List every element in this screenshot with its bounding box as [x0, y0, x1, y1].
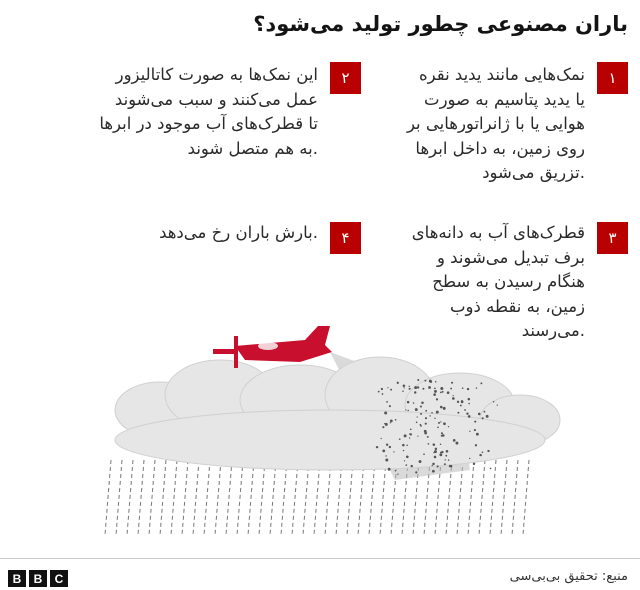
seed-particle [409, 386, 410, 387]
seed-particle [414, 391, 416, 393]
seed-particle [451, 382, 453, 384]
seed-particle [484, 411, 486, 413]
seed-particle [409, 388, 411, 390]
seed-particle [445, 455, 447, 457]
seed-particle [433, 452, 434, 453]
rain-line [369, 460, 375, 535]
seed-particle [437, 465, 439, 467]
seed-particle [469, 458, 470, 459]
step-text: نمک‌هایی مانند یدید نقره یا یدید پتاسیم به صورت هوایی یا با ژانراتورهایی بر روی زمین، به داخل ابرها تزریق می‌شود. [406, 65, 585, 182]
seed-particle [431, 412, 433, 414]
seed-particle [486, 415, 489, 418]
seed-particle [404, 460, 405, 461]
seed-particle [467, 388, 469, 390]
seed-particle [461, 400, 462, 401]
seed-particle [395, 419, 397, 421]
seed-particle [407, 410, 408, 411]
seed-particle [424, 432, 427, 435]
step-text: قطرک‌های آب به دانه‌های برف تبدیل می‌شوند و هنگام رسیدن به سطح زمین، به نقطه ذوب می‌رسند. [411, 223, 585, 340]
seed-particle [450, 388, 452, 390]
rain-line [149, 460, 155, 535]
seed-particle [440, 391, 442, 393]
seed-particle [417, 386, 419, 388]
rain-line [336, 460, 342, 535]
seed-particle [468, 415, 471, 418]
seed-particle [482, 451, 484, 453]
seed-particle [440, 406, 443, 409]
rain-line [380, 460, 386, 535]
rain-line [523, 460, 529, 535]
seed-particle [473, 463, 475, 465]
seed-particle [411, 465, 413, 467]
seed-particle [435, 381, 437, 383]
seed-particle [493, 401, 495, 403]
rain-line [237, 460, 243, 535]
seed-particle [404, 434, 407, 437]
seed-particle [476, 387, 477, 388]
seed-particle [440, 421, 441, 422]
rain-line [182, 460, 188, 535]
seed-particle [457, 401, 459, 403]
seed-particle [468, 403, 470, 405]
rain-lines [105, 460, 529, 535]
seed-particle [453, 395, 454, 396]
page-title: باران مصنوعی چطور تولید می‌شود؟ [253, 12, 628, 36]
seed-particle [415, 408, 418, 411]
seed-particle [420, 406, 422, 408]
seed-particle [387, 387, 388, 388]
seed-particle [410, 429, 412, 431]
seed-particle [436, 398, 438, 400]
seed-particle [417, 416, 418, 417]
seed-particle [497, 404, 498, 405]
seed-particle [482, 417, 484, 419]
seed-particle [490, 468, 492, 470]
step-number-badge: ۱ [597, 62, 628, 94]
rain-line [468, 460, 474, 535]
seed-particle [432, 463, 434, 465]
seed-particle [487, 450, 489, 452]
seed-particle [469, 431, 470, 432]
seed-particle [425, 423, 427, 425]
seed-particle [403, 450, 404, 451]
rain-line [193, 460, 199, 535]
seed-particle [457, 412, 459, 414]
source-credit: منبع: تحقیق بی‌بی‌سی [509, 569, 628, 584]
seed-particle [442, 434, 445, 437]
seed-particle [449, 465, 451, 467]
seed-particle [425, 410, 427, 412]
seed-particle [427, 436, 429, 438]
seed-particle [402, 444, 405, 447]
seed-particle [402, 390, 404, 392]
seed-particle [432, 470, 435, 473]
seed-particle [395, 470, 397, 472]
seed-particle [417, 379, 419, 381]
seed-particle [385, 458, 388, 461]
seed-particle [381, 388, 383, 390]
seed-particle [405, 409, 406, 410]
seed-particle [440, 444, 442, 446]
seed-particle [415, 471, 417, 473]
seed-particle [439, 453, 442, 456]
seed-particle [419, 460, 422, 463]
seed-particle [378, 391, 380, 393]
seed-particle [434, 418, 435, 419]
rain-line [116, 460, 122, 535]
seed-particle [464, 409, 466, 411]
seed-particle [443, 407, 446, 410]
step-text: این نمک‌ها به صورت کاتالیزور عمل می‌کنند و سبب می‌شوند تا قطرک‌های آب موجود در ابرها به هم متصل شوند. [99, 65, 318, 158]
rain-line [127, 460, 133, 535]
seed-particle [437, 427, 439, 429]
seed-particle [474, 429, 476, 431]
step-text: بارش باران رخ می‌دهد. [159, 223, 318, 242]
cloud-seeding-illustration [0, 300, 640, 550]
seed-particle [445, 459, 446, 460]
seed-particle [390, 422, 391, 423]
seed-particle [382, 393, 384, 395]
rain-line [303, 460, 309, 535]
seed-particle [416, 422, 418, 424]
seed-particle [442, 388, 443, 389]
seed-particle [384, 411, 387, 414]
seed-particle [440, 452, 442, 454]
rain-line [292, 460, 298, 535]
seed-particle [382, 450, 385, 453]
seed-particle [433, 393, 436, 396]
seed-particle [388, 468, 391, 471]
rain-line [160, 460, 166, 535]
seed-particle [452, 397, 455, 400]
step-number-badge: ۳ [597, 222, 628, 254]
seed-particle [480, 382, 482, 384]
seed-particle [389, 405, 391, 407]
seed-particle [381, 438, 382, 439]
rain-line [248, 460, 254, 535]
cloud-icon [115, 357, 560, 470]
seed-particle [406, 455, 409, 458]
seed-particle [382, 426, 384, 428]
seed-particle [429, 381, 430, 382]
seed-particle [476, 433, 479, 436]
seed-particle [399, 438, 401, 440]
seed-particle [438, 422, 440, 424]
seed-particle [405, 464, 407, 466]
rain-line [138, 460, 144, 535]
seed-particle [384, 423, 385, 424]
seed-particle [407, 401, 410, 404]
seed-particle [397, 382, 399, 384]
seed-particle [475, 444, 477, 446]
seed-particle [432, 465, 433, 466]
seed-particle [409, 437, 410, 438]
rain-line [226, 460, 232, 535]
seed-particle [413, 402, 414, 403]
step-number-badge: ۲ [330, 62, 361, 94]
seed-particle [410, 433, 412, 435]
seed-particle [474, 421, 476, 423]
seed-particle [389, 446, 391, 448]
seed-particle [434, 390, 437, 393]
seed-particle [403, 384, 406, 387]
rain-line [215, 460, 221, 535]
seed-particle [428, 386, 431, 389]
seed-particle [433, 444, 434, 445]
seed-particle [414, 386, 417, 389]
seed-particle [422, 388, 424, 390]
seed-particle [434, 388, 436, 390]
rain-line [105, 460, 111, 535]
seed-particle [444, 463, 446, 465]
seed-particle [393, 451, 394, 452]
rain-line [171, 460, 177, 535]
seed-particle [456, 442, 459, 445]
seed-particle [390, 389, 392, 391]
seed-particle [443, 422, 446, 425]
rain-line [358, 460, 364, 535]
seed-particle [462, 387, 464, 389]
seed-particle [448, 459, 449, 460]
seed-particle [468, 398, 471, 401]
seed-particle [403, 387, 404, 388]
seed-particle [397, 473, 398, 474]
seed-particle [421, 402, 424, 405]
rain-line [347, 460, 353, 535]
rain-line [270, 460, 276, 535]
seed-particle [479, 454, 481, 456]
seed-particle [420, 413, 422, 415]
seed-particle [429, 415, 430, 416]
seed-particle [448, 426, 449, 427]
rain-line [204, 460, 210, 535]
rain-line [490, 460, 496, 535]
seed-particle [447, 391, 450, 394]
seed-particle [453, 439, 456, 442]
rain-line [259, 460, 265, 535]
seed-particle [446, 450, 449, 453]
seed-particle [417, 436, 418, 437]
bbc-logo: B B C [8, 570, 68, 587]
rain-line [512, 460, 518, 535]
seed-particle [385, 423, 388, 426]
seed-particle [428, 443, 430, 445]
rain-line [501, 460, 507, 535]
seed-particle [425, 417, 427, 419]
seed-particle [441, 432, 443, 434]
rain-line [314, 460, 320, 535]
seed-particle [424, 380, 426, 382]
seed-particle [406, 445, 408, 447]
seed-particle [466, 413, 468, 415]
seed-particle [386, 401, 388, 403]
seed-particle [390, 419, 393, 422]
rain-line [325, 460, 331, 535]
seed-particle [436, 411, 439, 414]
seed-particle [423, 453, 425, 455]
seed-particle [442, 391, 444, 393]
seed-particle [385, 455, 386, 456]
rain-line [281, 460, 287, 535]
step-number-badge: ۴ [330, 222, 361, 254]
seed-particle [478, 413, 481, 416]
seed-particle [376, 446, 378, 448]
seed-particle [386, 444, 388, 446]
rain-line [479, 460, 485, 535]
seed-particle [460, 405, 462, 407]
seed-particle [434, 456, 437, 459]
seed-particle [435, 448, 437, 450]
footer-divider [0, 558, 640, 559]
seed-particle [420, 425, 422, 427]
